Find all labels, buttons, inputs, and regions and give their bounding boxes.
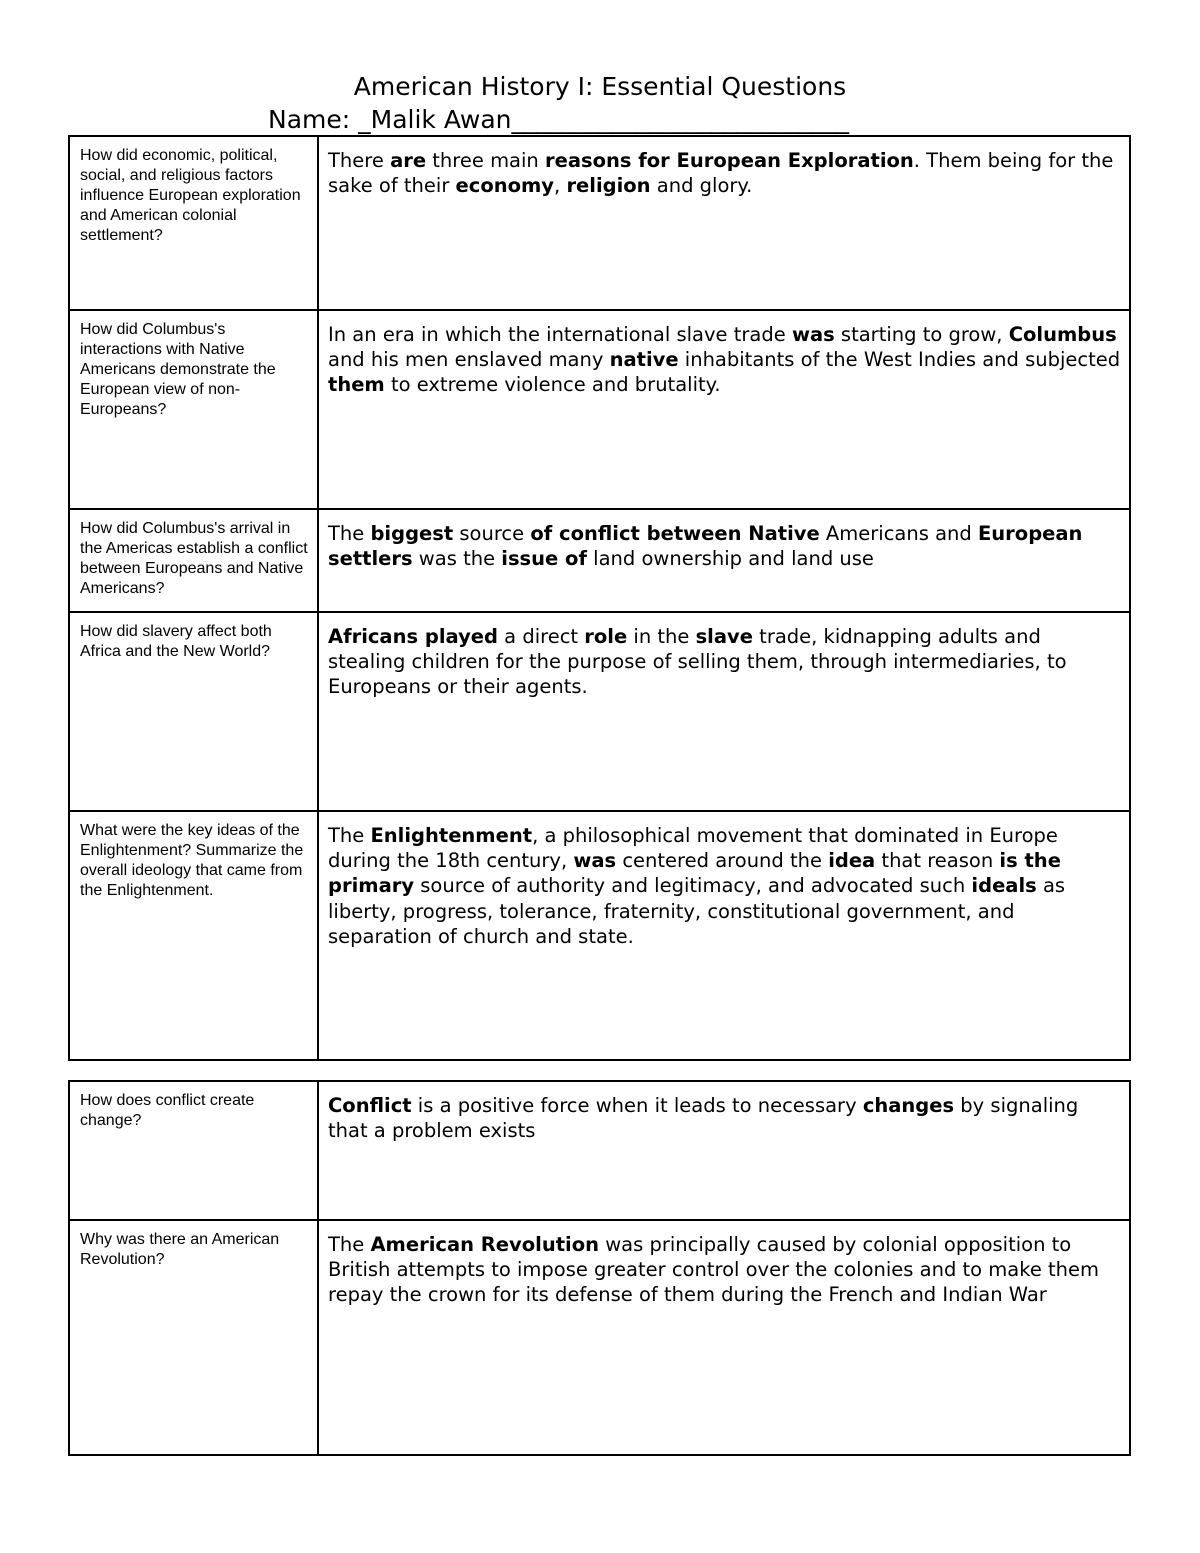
answer-bold-segment: is the primary: [328, 849, 1061, 898]
answer-cell: [318, 509, 1130, 612]
question-text: What were the key ideas of the Enlightenment? Summarize the overall ideology that came from the Enlightenment.: [80, 822, 304, 899]
table-row: [69, 509, 1130, 612]
answer-segment: centered around the: [616, 849, 829, 873]
answer-segment: to extreme violence and brutality.: [384, 373, 721, 397]
question-text: Why was there an American Revolution?: [80, 1231, 280, 1268]
answer-bold-segment: changes: [862, 1094, 955, 1117]
answer-bold-segment: American Revolution: [370, 1233, 599, 1256]
question-text: How did economic, political, social, and religious factors influence European exploration and American colonial settlement?: [80, 147, 301, 244]
answer-segment: was the: [412, 547, 502, 571]
answer-bold-segment: was: [791, 323, 835, 346]
answer-text: [319, 1082, 1129, 1143]
answer-text: [319, 510, 1129, 571]
essential-questions-table-1: [68, 135, 1131, 1061]
answer-segment: , a philosophical movement that dominated in Europe during the 18th century,: [328, 824, 1058, 873]
answer-cell: [318, 1220, 1130, 1455]
answer-segment: The: [328, 824, 371, 847]
answer-text: [319, 137, 1129, 198]
question-cell: [69, 612, 318, 811]
answer-segment: and his men enslaved many: [328, 348, 610, 372]
answer-segment: ,: [554, 174, 567, 198]
answer-bold-segment: reasons for European Exploration: [544, 149, 914, 172]
question-text: How did Columbus's arrival in the Americas establish a conflict between Europeans and Native Americans?: [80, 520, 308, 597]
answer-bold-segment: Enlightenment: [370, 824, 533, 847]
answer-segment: There: [328, 149, 391, 172]
table-row: [69, 612, 1130, 811]
answer-cell: [318, 612, 1130, 811]
answer-bold-segment: ideals: [971, 874, 1037, 898]
answer-segment: starting to grow,: [834, 323, 1009, 346]
answer-segment: source: [453, 522, 531, 545]
question-text: How does conflict create change?: [80, 1092, 255, 1129]
answer-text: [319, 613, 1129, 700]
answer-bold-segment: are: [390, 149, 427, 172]
question-cell: [69, 136, 318, 310]
answer-bold-segment: Conflict: [328, 1094, 412, 1117]
answer-bold-segment: them: [328, 373, 385, 397]
answer-segment: Americans and: [819, 522, 978, 545]
answer-segment: in the: [627, 625, 696, 648]
answer-cell: [318, 136, 1130, 310]
answer-cell: [318, 811, 1130, 1060]
answer-segment: was principally caused by colonial opposition to British attempts to impose greater control over the colonies and to make them repay the crown for its defense of them during the French and Indian War: [328, 1233, 1100, 1307]
answer-segment: three main: [426, 149, 545, 172]
question-cell: [69, 310, 318, 509]
answer-segment: by signaling that a problem exists: [328, 1094, 1079, 1143]
answer-bold-segment: religion: [566, 174, 651, 198]
answer-segment: In an era in which the international slave trade: [328, 323, 792, 346]
table-row: [69, 1081, 1130, 1220]
answer-bold-segment: role: [584, 625, 628, 648]
answer-bold-segment: idea: [828, 849, 876, 873]
question-text: How did slavery affect both Africa and the New World?: [80, 623, 272, 660]
question-text: How did Columbus's interactions with Native Americans demonstrate the European view of non-Europeans?: [80, 321, 276, 418]
answer-bold-segment: European settlers: [328, 522, 1083, 571]
answer-segment: as liberty, progress, tolerance, fraternity, constitutional government, and separation of church and state.: [328, 874, 1066, 948]
answer-bold-segment: was: [573, 849, 617, 873]
answer-bold-segment: issue of: [501, 547, 587, 571]
answer-segment: and glory.: [650, 174, 753, 198]
table-row: [69, 310, 1130, 509]
answer-segment: The: [328, 522, 371, 545]
table-row: [69, 136, 1130, 310]
answer-segment: a direct: [497, 625, 585, 648]
answer-bold-segment: slave: [695, 625, 753, 648]
answer-text: [319, 311, 1129, 398]
answer-segment: inhabitants of the West Indies and subjected: [678, 348, 1121, 372]
question-cell: [69, 1220, 318, 1455]
answer-segment: . Them being for the sake of their: [328, 149, 1114, 198]
page-title: American History I: Essential Questions: [353, 72, 847, 101]
answer-segment: that reason: [875, 849, 1000, 873]
answer-text: [319, 1221, 1129, 1308]
question-cell: [69, 811, 318, 1060]
answer-bold-segment: economy: [455, 174, 555, 198]
answer-segment: source of authority and legitimacy, and advocated such: [414, 874, 972, 898]
question-cell: [69, 1081, 318, 1220]
answer-segment: is a positive force when it leads to necessary: [411, 1094, 863, 1117]
essential-questions-table-2: [68, 1080, 1131, 1456]
student-name-line: Name: _Malik Awan___________________________: [268, 105, 850, 134]
table-row: [69, 1220, 1130, 1455]
answer-segment: land ownership and land use: [586, 547, 874, 571]
answer-bold-segment: Columbus: [1008, 323, 1117, 346]
answer-segment: The: [328, 1233, 371, 1256]
answer-segment: trade, kidnapping adults and stealing children for the purpose of selling them, through intermediaries, to Europeans or their agents.: [328, 625, 1067, 699]
answer-cell: [318, 1081, 1130, 1220]
answer-cell: [318, 310, 1130, 509]
answer-bold-segment: Africans played: [328, 625, 498, 648]
answer-bold-segment: biggest: [370, 522, 454, 545]
question-cell: [69, 509, 318, 612]
answer-bold-segment: of conflict between Native: [530, 522, 820, 545]
table-row: [69, 811, 1130, 1060]
answer-text: [319, 812, 1129, 949]
answer-bold-segment: native: [609, 348, 679, 372]
